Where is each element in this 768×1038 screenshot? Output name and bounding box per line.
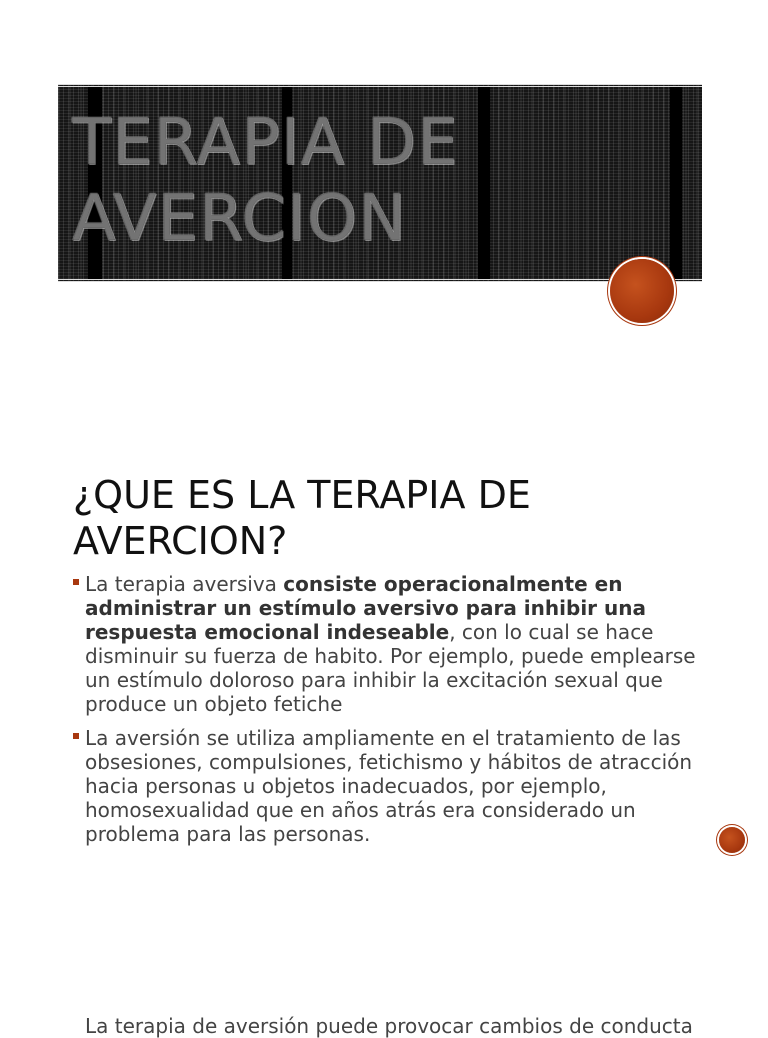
bullet-item: [73, 726, 703, 846]
bullet-text: , con lo cual se hace disminuir su fuerza de habito. Por ejemplo, puede emplearse un estímulo doloroso para inhibir la excitación sexual que produce un objeto fetiche: [85, 620, 696, 716]
next-slide-text: La terapia de aversión puede provocar cambios de conducta: [85, 1014, 693, 1038]
title-banner: [58, 84, 702, 282]
bullet-list: [73, 572, 703, 856]
content-slide: [0, 400, 768, 1038]
bullet-item: [73, 572, 703, 716]
decorative-circle-icon: [719, 827, 745, 853]
bullet-bold-text: consiste operacionalmente en administrar un estímulo aversivo para inhibir una respuesta emocional indeseable: [85, 572, 646, 644]
slide-heading: ¿QUE ES LA TERAPIA DE AVERCION?: [73, 473, 531, 563]
bullet-text: La aversión se utiliza ampliamente en el tratamiento de las obsesiones, compulsiones, fetichismo y hábitos de atracción hacia personas u objetos inadecuados, por ejemplo, homosexualidad que en años atrás era considerado un problema para las personas.: [85, 726, 693, 846]
bullet-marker-icon: [73, 579, 79, 585]
bullet-marker-icon: [73, 733, 79, 739]
bullet-text: La terapia aversiva: [85, 572, 284, 596]
title-slide: [0, 0, 768, 380]
decorative-circle-icon: [610, 259, 674, 323]
slide-title: TERAPIA DE AVERCION: [72, 106, 459, 256]
